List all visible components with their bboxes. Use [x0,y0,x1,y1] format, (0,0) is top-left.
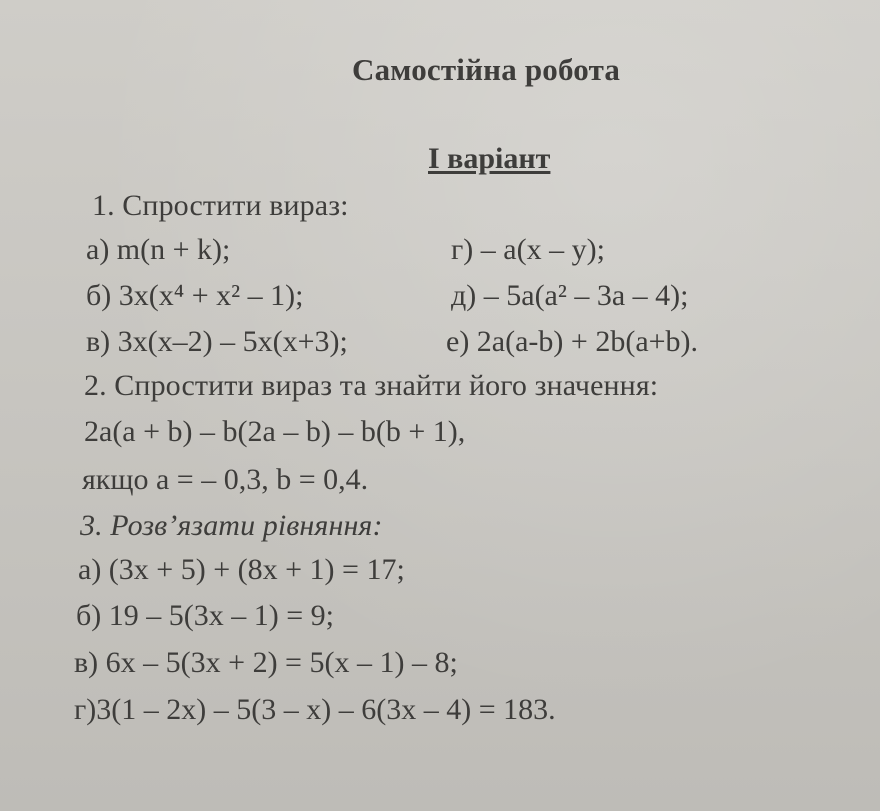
task3-item-v: в) 6x – 5(3x + 2) = 5(x – 1) – 8; [74,646,458,679]
task3-heading: 3. Розв’язати рівняння: [80,509,383,542]
variant-heading: І варіант [428,142,551,175]
task2-condition: якщо a = – 0,3, b = 0,4. [82,463,369,496]
task1-heading: 1. Спростити вираз: [92,189,349,222]
task1-item-d: д) – 5a(a² – 3a – 4); [451,279,689,312]
task3-item-a: а) (3x + 5) + (8x + 1) = 17; [78,553,405,586]
task1-item-v: в) 3x(x–2) – 5x(x+3); [86,325,348,358]
task1-item-b: б) 3x(x⁴ + x² – 1); [86,279,304,312]
page-title: Самостійна робота [352,52,621,87]
task1-item-a: а) m(n + k); [86,233,231,266]
task3-item-g: г)3(1 – 2x) – 5(3 – x) – 6(3x – 4) = 183. [74,693,556,726]
task1-item-g: г) – a(x – y); [451,233,605,266]
task2-heading: 2. Спростити вираз та знайти його значення: [84,369,659,402]
task3-item-b: б) 19 – 5(3x – 1) = 9; [76,599,334,632]
task1-item-e: е) 2a(a-b) + 2b(a+b). [446,325,699,358]
task2-expression: 2a(a + b) – b(2a – b) – b(b + 1), [84,415,466,448]
